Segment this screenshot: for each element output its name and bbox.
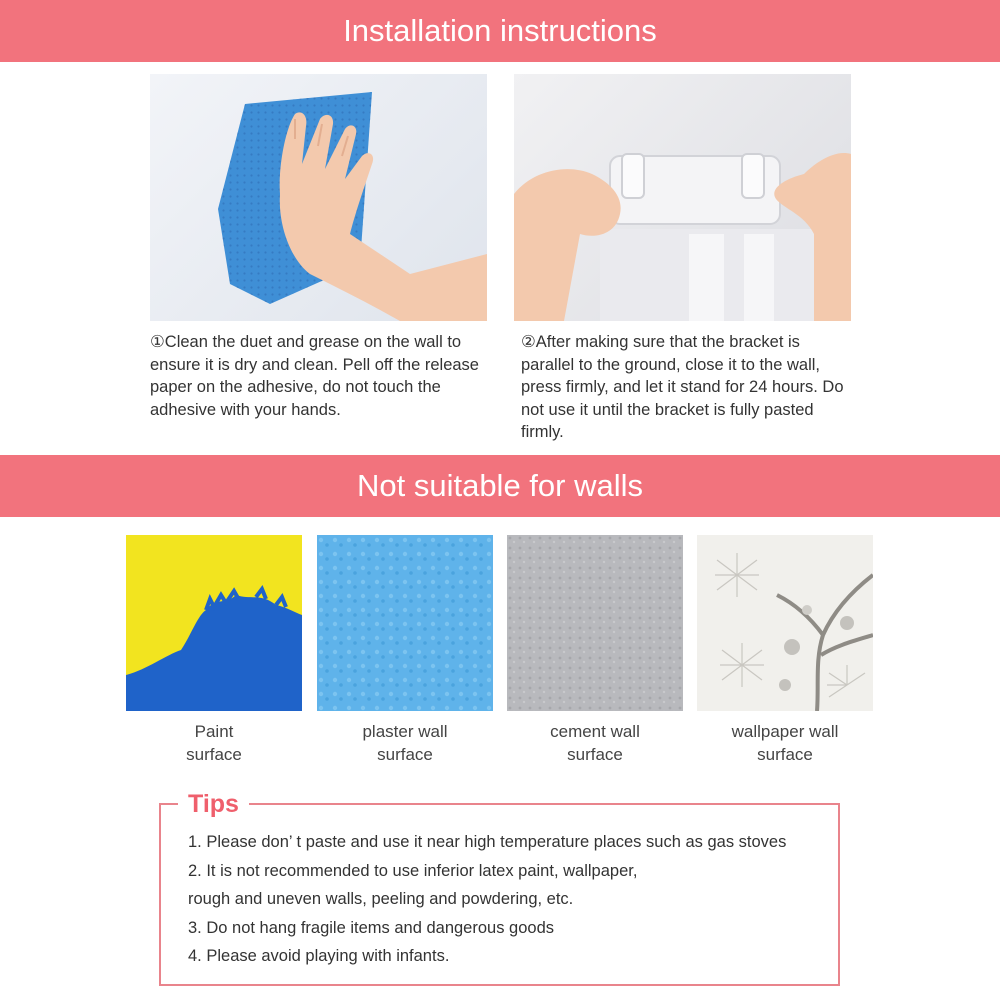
- paint-surface-swatch: [126, 535, 302, 711]
- tips-list: [188, 828, 838, 971]
- plaster-wall-swatch: [317, 535, 493, 711]
- installation-title: Installation instructions: [343, 13, 657, 48]
- tip-item: 1. Please don’ t paste and use it near high temperature places such as gas stoves: [188, 833, 787, 851]
- not-suitable-title: Not suitable for walls: [356, 468, 643, 503]
- tip-item: 3. Do not hang fragile items and dangerous goods: [188, 918, 554, 937]
- bracket-press-illustration: [514, 74, 851, 321]
- step2-text: ②After making sure that the bracket is parallel to the ground, close it to the wall, press firmly, and let it stand for 24 hours. Do not use it until the bracket is fully pasted firmly.: [521, 333, 844, 441]
- step1-photo: [150, 74, 487, 321]
- wallpaper-wall-label: wallpaper wall surface: [731, 722, 839, 764]
- paint-surface-image: [126, 535, 302, 711]
- cement-wall-image: [507, 535, 683, 711]
- installation-banner: [0, 0, 1000, 62]
- wallpaper-wall-image: [697, 535, 873, 711]
- paint-surface-label: Paint surface: [186, 722, 242, 764]
- tip-item: 2. It is not recommended to use inferior latex paint, wallpaper,: [188, 861, 638, 880]
- wallpaper-wall-swatch: [697, 535, 873, 711]
- plaster-wall-label: plaster wall surface: [362, 722, 448, 764]
- tip-item-continuation: rough and uneven walls, peeling and powdering, etc.: [188, 890, 574, 908]
- plaster-wall-image: [317, 535, 493, 711]
- tips-title: Tips: [178, 787, 249, 821]
- step1-text: ①Clean the duet and grease on the wall to ensure it is dry and clean. Pell off the release paper on the adhesive, do not touch the adhesive with your hands.: [150, 333, 479, 419]
- cement-wall-swatch: [507, 535, 683, 711]
- cloth-wiping-illustration: [150, 74, 487, 321]
- cement-wall-label: cement wall surface: [550, 722, 640, 764]
- tip-item: 4. Please avoid playing with infants.: [188, 947, 450, 965]
- step2-photo: [514, 74, 851, 321]
- not-suitable-banner: [0, 455, 1000, 517]
